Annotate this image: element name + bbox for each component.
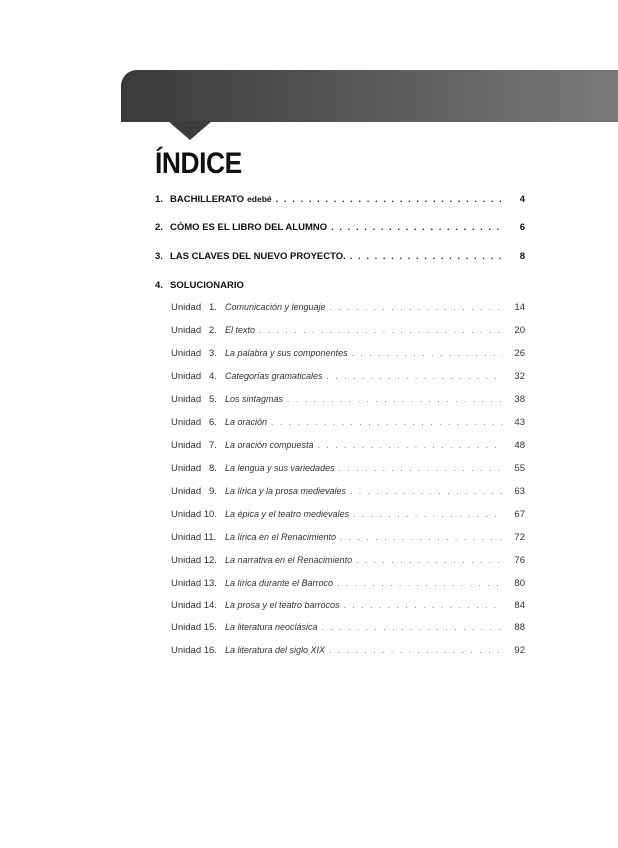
unit-title: La narrativa en el Renacimiento [225, 555, 353, 565]
dot-leader [322, 623, 503, 632]
toc-unit-8[interactable] [171, 463, 525, 478]
toc-section-1[interactable] [155, 194, 525, 210]
section-page: 6 [519, 222, 525, 233]
toc-unit-4[interactable] [171, 371, 525, 386]
dot-leader [353, 510, 503, 519]
toc-section-4[interactable] [155, 280, 525, 296]
unit-title: La lírica durante el Barroco [225, 578, 334, 588]
dot-leader [287, 395, 503, 404]
dot-leader [339, 464, 503, 473]
section-number: 3. [155, 251, 163, 262]
unit-label: Unidad 7. [171, 440, 217, 451]
section-page: 8 [519, 251, 525, 262]
unit-label: Unidad 6. [171, 417, 217, 428]
dot-leader [318, 441, 503, 450]
unit-label: Unidad 2. [171, 325, 217, 336]
unit-label: Unidad 8. [171, 463, 217, 474]
toc-unit-16[interactable] [171, 645, 525, 660]
banner-notch [168, 121, 212, 140]
unit-page: 20 [514, 325, 525, 336]
toc-unit-7[interactable] [171, 440, 525, 455]
dot-leader [331, 222, 501, 233]
header-banner [121, 70, 618, 122]
unit-page: 26 [514, 348, 525, 359]
unit-title: Los sintagmas [225, 394, 284, 404]
unit-page: 67 [514, 509, 525, 520]
dot-leader [350, 487, 503, 496]
unit-label: Unidad 12. [171, 555, 217, 566]
section-number: 4. [155, 280, 163, 291]
unit-label: Unidad 9. [171, 486, 217, 497]
dot-leader [337, 579, 503, 588]
section-label: LAS CLAVES DEL NUEVO PROYECTO. [170, 251, 346, 262]
section-page: 4 [519, 194, 525, 205]
unit-title: La épica y el teatro medievales [225, 509, 350, 519]
unit-title: La oración [225, 417, 268, 427]
unit-page: 88 [514, 622, 525, 633]
section-label: CÓMO ES EL LIBRO DEL ALUMNO [170, 222, 328, 233]
unit-label: Unidad 1. [171, 302, 217, 313]
section-label: BACHILLERATO edebé [170, 194, 272, 205]
dot-leader [350, 251, 501, 262]
section-number: 2. [155, 222, 163, 233]
dot-leader [344, 601, 503, 610]
unit-page: 72 [514, 532, 525, 543]
unit-page: 92 [514, 645, 525, 656]
toc-section-2[interactable] [155, 222, 525, 238]
unit-label: Unidad 4. [171, 371, 217, 382]
unit-page: 84 [514, 600, 525, 611]
unit-title: La literatura del siglo XIX [225, 645, 326, 655]
unit-label: Unidad 15. [171, 622, 217, 633]
unit-label: Unidad 14. [171, 600, 217, 611]
unit-title: La prosa y el teatro barrocos [225, 600, 340, 610]
unit-label: Unidad 16. [171, 645, 217, 656]
toc-unit-11[interactable] [171, 532, 525, 547]
unit-title: Categorías gramaticales [225, 371, 323, 381]
unit-label: Unidad 10. [171, 509, 217, 520]
dot-leader [259, 326, 503, 335]
unit-title: La literatura neoclásica [225, 622, 318, 632]
unit-title: Comunicación y lenguaje [225, 302, 326, 312]
unit-page: 76 [514, 555, 525, 566]
dot-leader [271, 418, 503, 427]
unit-page: 43 [514, 417, 525, 428]
unit-page: 80 [514, 578, 525, 589]
unit-title: La lírica y la prosa medievales [225, 486, 347, 496]
dot-leader [276, 194, 501, 205]
page-title: ÍNDICE [155, 147, 242, 180]
unit-title: La lengua y sus variedades [225, 463, 335, 473]
unit-label: Unidad 3. [171, 348, 217, 359]
unit-page: 32 [514, 371, 525, 382]
unit-page: 63 [514, 486, 525, 497]
unit-title: La palabra y sus componentes [225, 348, 348, 358]
toc-unit-9[interactable] [171, 486, 525, 501]
unit-title: La lírica en el Renacimiento [225, 532, 337, 542]
dot-leader [356, 556, 503, 565]
toc-unit-1[interactable] [171, 302, 525, 317]
dot-leader [329, 646, 503, 655]
unit-label: Unidad 13. [171, 578, 217, 589]
section-label: SOLUCIONARIO [170, 280, 244, 291]
unit-page: 55 [514, 463, 525, 474]
brand-suffix: edebé [247, 194, 272, 204]
toc-unit-5[interactable] [171, 394, 525, 409]
toc-unit-14[interactable] [171, 600, 525, 615]
unit-label: Unidad 5. [171, 394, 217, 405]
toc-unit-3[interactable] [171, 348, 525, 363]
unit-title: El texto [225, 325, 256, 335]
unit-page: 38 [514, 394, 525, 405]
dot-leader [340, 533, 503, 542]
dot-leader [330, 303, 503, 312]
toc-unit-13[interactable] [171, 578, 525, 593]
toc-section-3[interactable] [155, 251, 525, 267]
dot-leader [352, 349, 503, 358]
unit-page: 48 [514, 440, 525, 451]
section-number: 1. [155, 194, 163, 205]
toc-unit-2[interactable] [171, 325, 525, 340]
toc-unit-15[interactable] [171, 622, 525, 637]
toc-unit-6[interactable] [171, 417, 525, 432]
toc-unit-10[interactable] [171, 509, 525, 524]
unit-label: Unidad 11. [171, 532, 217, 543]
toc-unit-12[interactable] [171, 555, 525, 570]
unit-page: 14 [514, 302, 525, 313]
unit-title: La oración compuesta [225, 440, 314, 450]
dot-leader [327, 372, 503, 381]
